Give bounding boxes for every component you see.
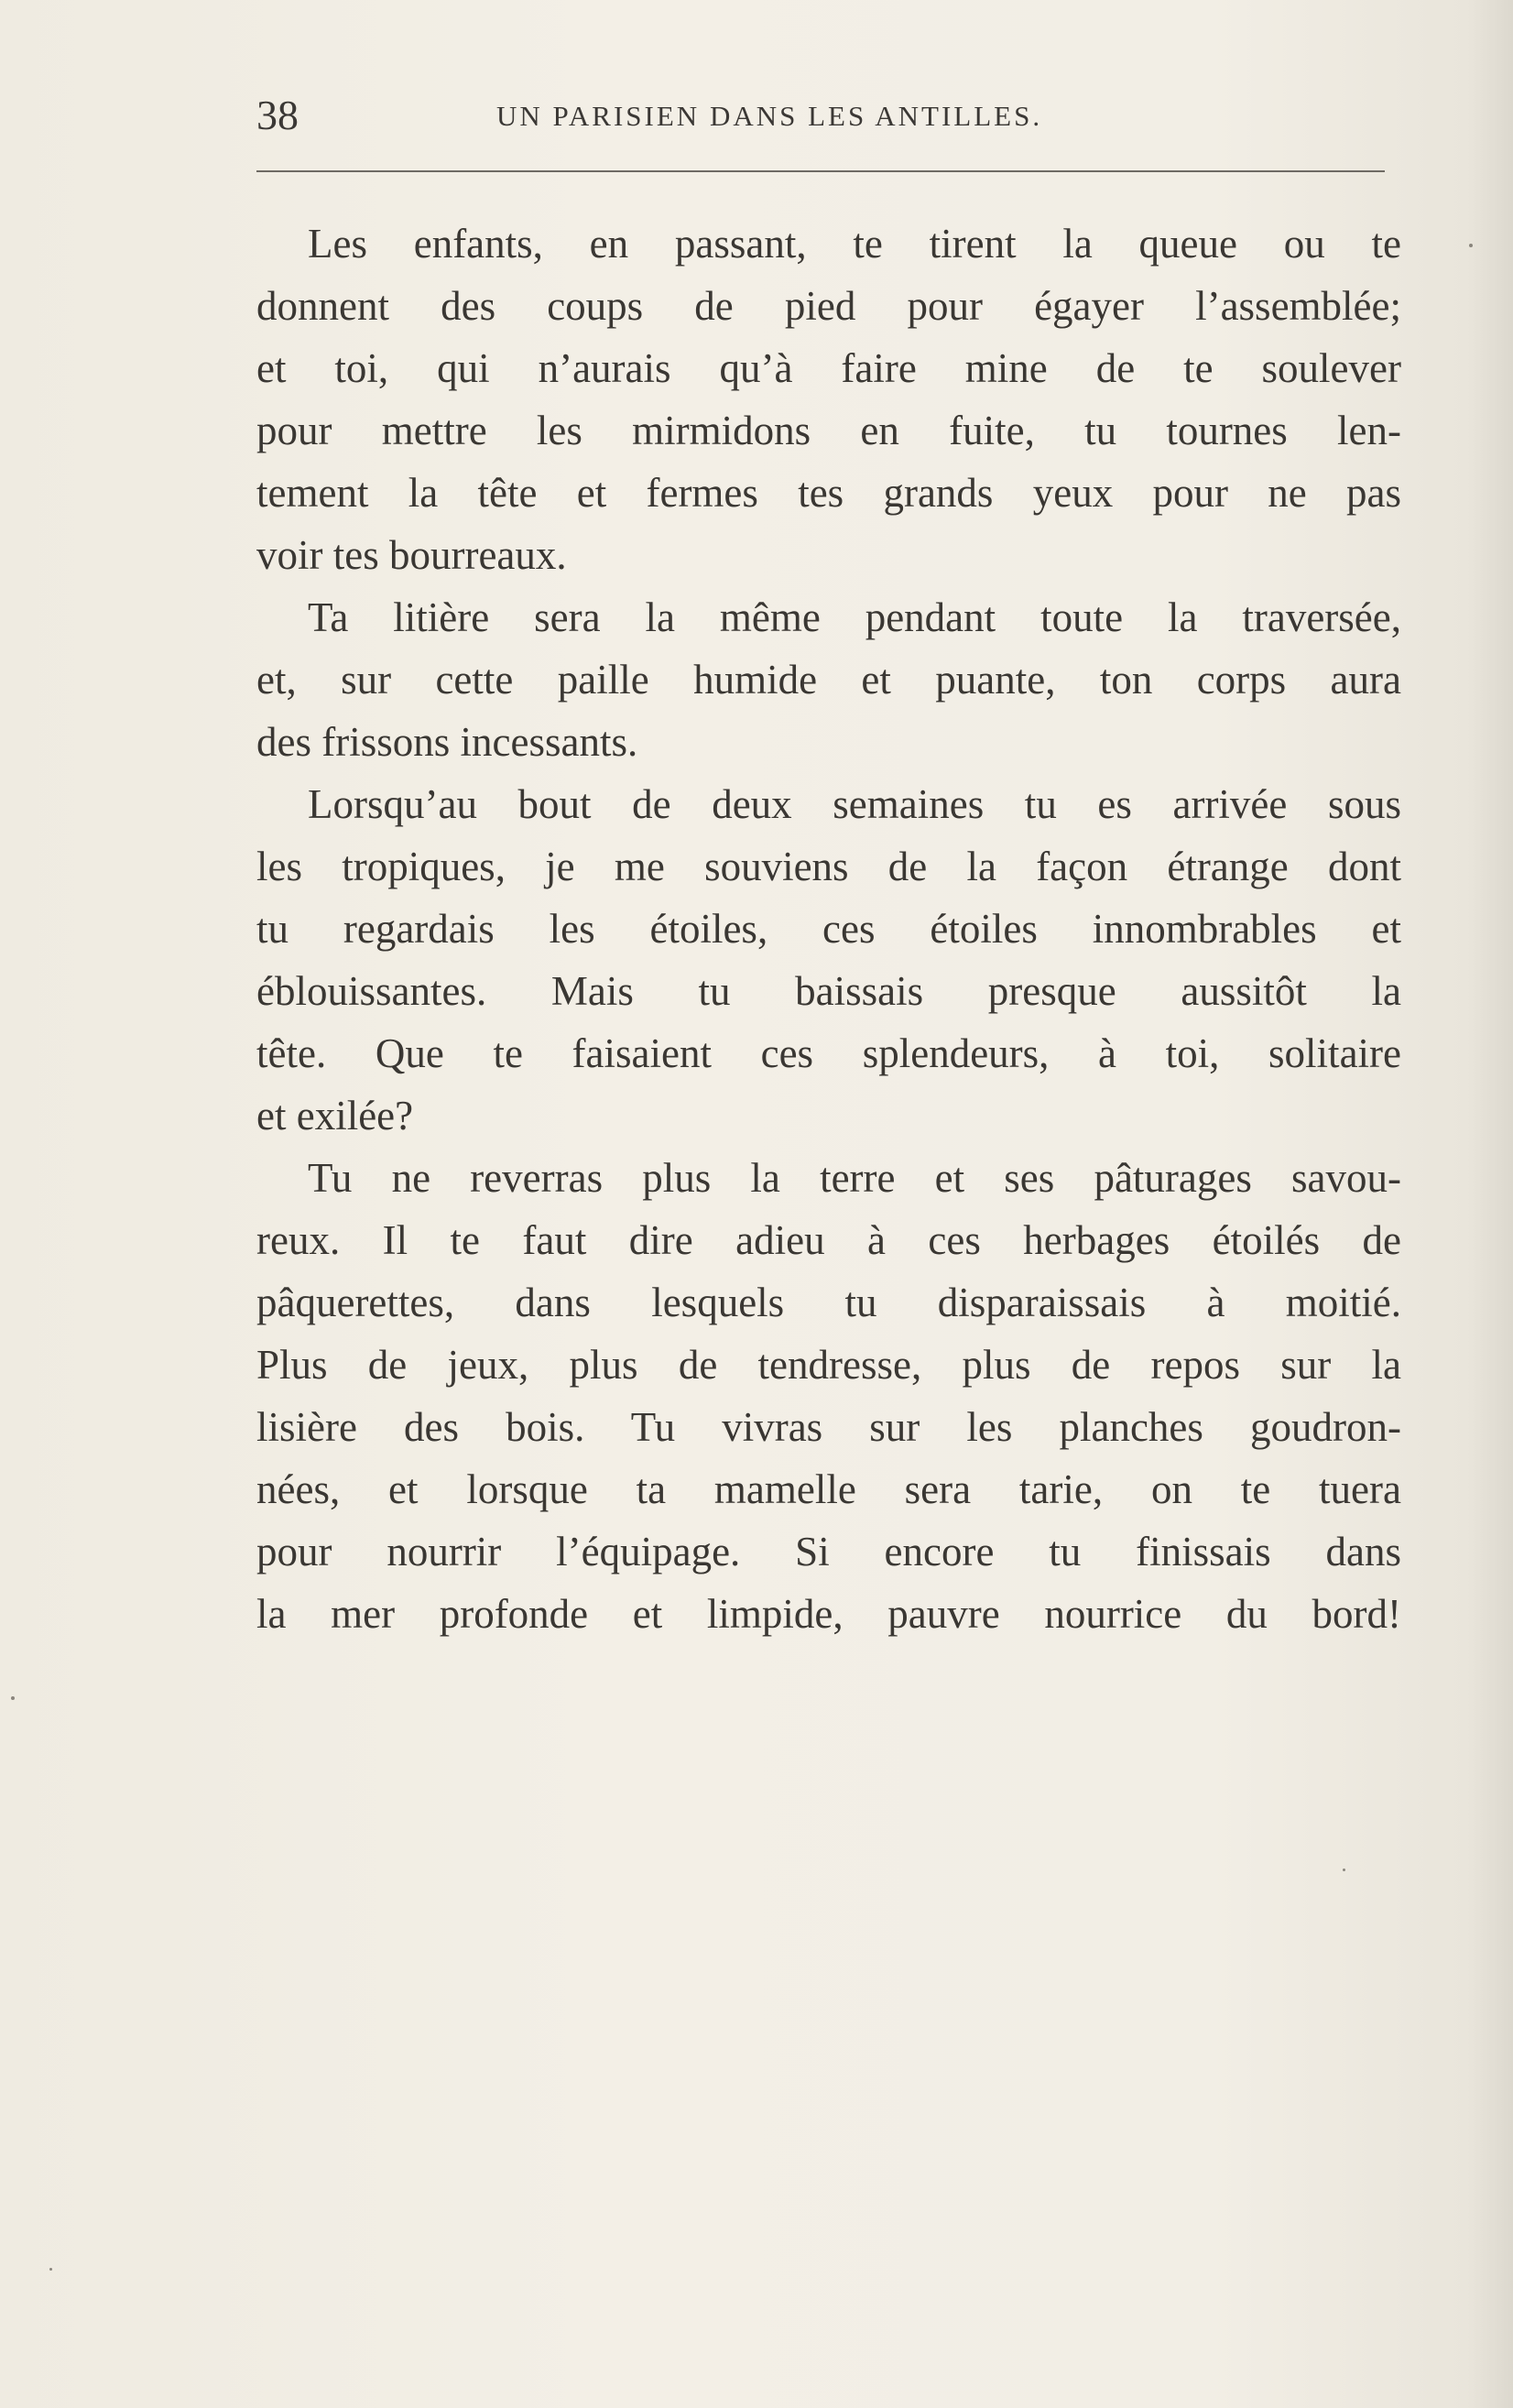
header-rule bbox=[256, 170, 1385, 172]
text-line: lisière des bois. Tu vivras sur les planches goudron- bbox=[256, 1404, 1401, 1450]
text-line: pour nourrir l’équipage. Si encore tu finissais dans bbox=[256, 1529, 1401, 1574]
text-line: pour mettre les mirmidons en fuite, tu tournes len- bbox=[256, 408, 1401, 453]
paper-speck bbox=[11, 1696, 15, 1700]
text-line: des frissons incessants. bbox=[256, 719, 638, 765]
text-line: tement la tête et fermes tes grands yeux pour ne pas bbox=[256, 470, 1401, 516]
paper-speck bbox=[49, 2268, 52, 2271]
text-line: et, sur cette paille humide et puante, ton corps aura bbox=[256, 657, 1401, 703]
text-line: les tropiques, je me souviens de la façon étrange dont bbox=[256, 844, 1401, 889]
text-line: et toi, qui n’aurais qu’à faire mine de te soulever bbox=[256, 345, 1401, 391]
text-line: tête. Que te faisaient ces splendeurs, à toi, solitaire bbox=[256, 1030, 1401, 1076]
text-line: donnent des coups de pied pour égayer l’assemblée; bbox=[256, 283, 1401, 329]
text-line: pâquerettes, dans lesquels tu disparaissais à moitié. bbox=[256, 1280, 1401, 1325]
text-line: éblouissantes. Mais tu baissais presque aussitôt la bbox=[256, 968, 1401, 1014]
page-number: 38 bbox=[256, 92, 299, 138]
text-line: reux. Il te faut dire adieu à ces herbages étoilés de bbox=[256, 1217, 1401, 1263]
text-line: Plus de jeux, plus de tendresse, plus de repos sur la bbox=[256, 1342, 1401, 1388]
text-line: Lorsqu’au bout de deux semaines tu es arrivée sous bbox=[308, 781, 1401, 827]
body-text bbox=[256, 212, 1401, 1645]
text-line: Tu ne reverras plus la terre et ses pâturages savou- bbox=[308, 1155, 1401, 1201]
page-header bbox=[256, 88, 1385, 143]
text-line: Ta litière sera la même pendant toute la traversée, bbox=[308, 594, 1401, 640]
paper-speck bbox=[1469, 244, 1473, 247]
running-title: UN PARISIEN DANS LES ANTILLES. bbox=[496, 100, 1043, 132]
text-line: voir tes bourreaux. bbox=[256, 532, 567, 578]
text-line: et exilée? bbox=[256, 1093, 414, 1139]
text-line: Les enfants, en passant, te tirent la queue ou te bbox=[308, 221, 1401, 267]
paper-speck bbox=[1343, 1869, 1345, 1871]
text-line: nées, et lorsque ta mamelle sera tarie, on te tuera bbox=[256, 1466, 1401, 1512]
text-line: la mer profonde et limpide, pauvre nourrice du bord! bbox=[256, 1591, 1401, 1637]
text-line: tu regardais les étoiles, ces étoiles innombrables et bbox=[256, 906, 1401, 952]
